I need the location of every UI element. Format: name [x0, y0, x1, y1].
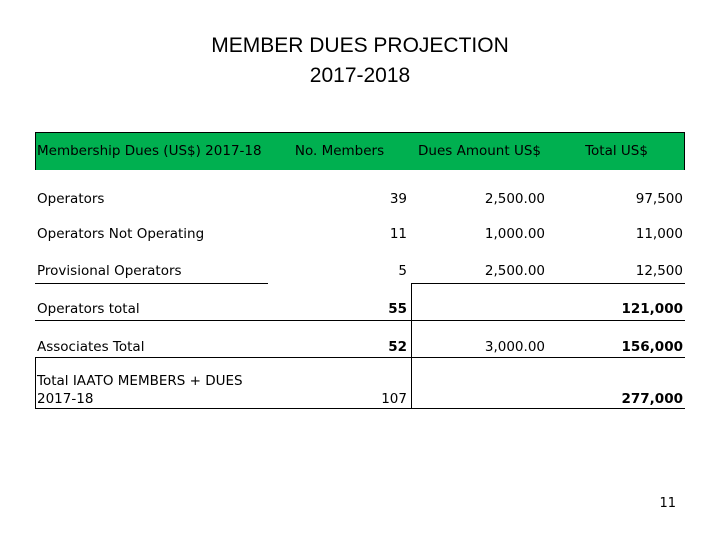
row-grand-total-members: 107 [381, 391, 407, 407]
row-grand-total-bottom-border [35, 408, 685, 409]
row-associates-bottom-border [35, 357, 685, 358]
row-operators-total-members: 55 [388, 301, 407, 317]
row-operators-total-divider [411, 283, 412, 320]
row-associates-total: 156,000 [621, 339, 683, 355]
row-provisional-dues: 2,500.00 [484, 263, 545, 279]
header-total: Total US$ [548, 132, 685, 170]
row-not-operating-total: 11,000 [635, 226, 683, 242]
header-left-border [35, 132, 36, 170]
row-associates-dues: 3,000.00 [484, 339, 545, 355]
row-operators-members: 39 [389, 191, 407, 207]
row-grand-total-label-line2: 2017-18 [37, 391, 94, 407]
row-provisional-total: 12,500 [635, 263, 683, 279]
row-operators-total: 97,500 [635, 191, 683, 207]
row-grand-total-divider [411, 357, 412, 408]
header-top-border [35, 132, 685, 133]
header-membership-dues: Membership Dues (US$) 2017-18 [35, 132, 270, 170]
row-operators-total-top-border-label [35, 283, 268, 284]
row-associates-members: 52 [388, 339, 407, 355]
row-not-operating-dues: 1,000.00 [484, 226, 545, 242]
row-operators-dues: 2,500.00 [484, 191, 545, 207]
row-provisional-label: Provisional Operators [37, 263, 182, 279]
row-not-operating-members: 11 [389, 226, 407, 242]
row-associates-divider [411, 320, 412, 357]
header-right-border [684, 132, 685, 170]
row-grand-total-total: 277,000 [621, 391, 683, 407]
row-provisional-members: 5 [398, 263, 407, 279]
row-operators-total-bottom-border [35, 320, 685, 321]
page-title: MEMBER DUES PROJECTION [211, 34, 509, 57]
row-grand-total-left-border [35, 357, 36, 408]
row-associates-label: Associates Total [37, 339, 145, 355]
header-no-members: No. Members [268, 132, 411, 170]
page-number: 11 [659, 496, 676, 511]
row-operators-total-top-border-values [411, 283, 685, 284]
row-operators-label: Operators [37, 191, 105, 207]
row-operators-total-label: Operators total [37, 301, 140, 317]
header-dues-amount: Dues Amount US$ [411, 132, 548, 170]
row-not-operating-label: Operators Not Operating [37, 226, 205, 242]
row-grand-total-label-line1: Total IAATO MEMBERS + DUES [37, 373, 243, 389]
page-subtitle: 2017-2018 [309, 64, 411, 87]
row-operators-total-total: 121,000 [621, 301, 683, 317]
